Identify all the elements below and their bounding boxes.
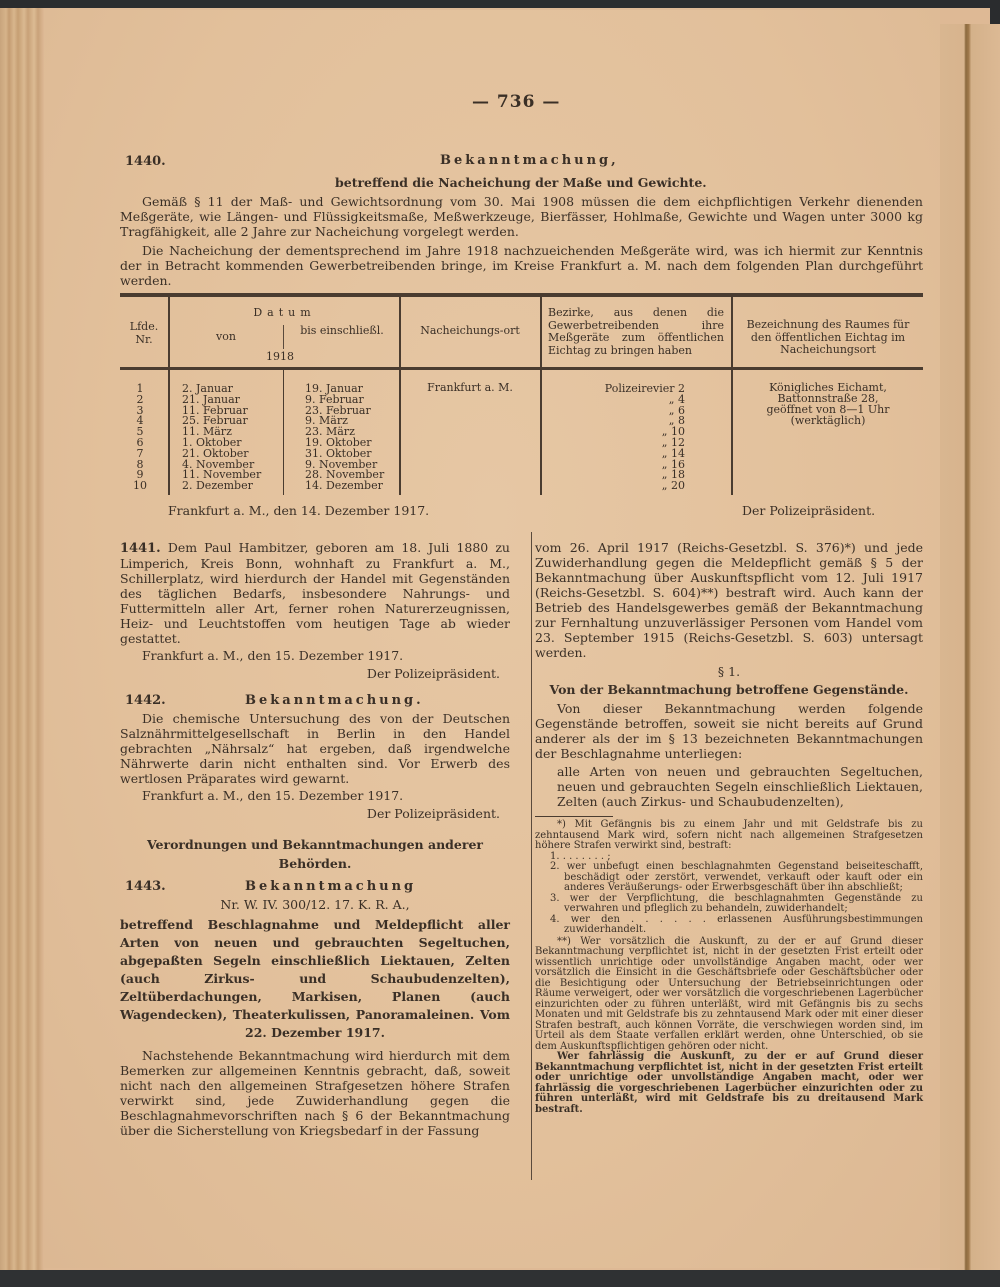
notice-subtitle-1440: betreffend die Nacheichung der Maße und Gewichte. [335, 175, 707, 190]
notice-number-1442: 1442. [125, 693, 166, 708]
table-body [120, 370, 923, 495]
section-1-text: Von dieser Bekanntmachung werden folgende Gegenstände betroffen, soweit sie nicht bereits auf Grund anderer als der im § 13 bezeichneten Bekanntmachungen der Beschlagnahme unterliegen: [535, 701, 923, 761]
table-cell-bis: 23. Februar [305, 403, 371, 417]
notice-1442-place-date: Frankfurt a. M., den 15. Dezember 1917. [142, 788, 404, 803]
table-cell-von: 21. Oktober [182, 446, 249, 460]
footnote-1-item: 4. wer den . . . . . . erlassenen Ausführungsbestimmungen zuwiderhandelt. [550, 913, 923, 935]
book-gutter [940, 24, 1000, 1270]
table-cell-nr: 1 [136, 382, 144, 395]
notice-1443-intro: Nachstehende Bekanntmachung wird hierdurch mit dem Bemerken zur allgemeinen Kenntnis gebracht, daß, soweit nicht nach den allgemeinen Strafgesetzen höhere Strafen verwirkt sind, jede Zuwiderhandlung gegen die Beschlagnahmevorschriften nach § 6 der Bekanntmachung über die Sicherstellung von Kriegsbedarf in der Fassung [120, 1048, 510, 1138]
section-1-number: § 1. [717, 664, 741, 679]
notice-1440-signature: Der Polizeipräsident. [742, 503, 876, 518]
notice-1442-heading [120, 693, 510, 708]
raum-line-2: Battonnstraße 28, [777, 392, 879, 405]
table-cell-bis: 9. November [305, 457, 378, 471]
notice-1440-place-date: Frankfurt a. M., den 14. Dezember 1917. [168, 503, 430, 518]
column-bis [305, 384, 397, 492]
section-1-title: Von der Bekanntmachung betroffene Gegenstände. [549, 682, 909, 697]
column-von [182, 384, 282, 492]
table-cell-von: 2. Januar [182, 382, 233, 395]
table-cell-nr: 3 [136, 403, 144, 417]
notice-title-1442: Bekanntmachung. [245, 693, 424, 708]
page-number: — 736 — [472, 92, 561, 112]
footnote-3: Wer fahrlässig die Auskunft, zu der er auf Grund dieser Bekanntmachung verpflichtet ist, nicht in der gesetzten Frist erteilt oder unrichtige oder unvollständige Angaben macht, oder wer fahrlässig die vorgeschriebenen Lagerbücher einzurichten oder zu führen unterläßt, wird mit Geldstrafe bis zu dreitausend Mark bestraft. [535, 1051, 923, 1115]
table-cell-bis: 19. Januar [305, 382, 363, 395]
header-lfd-nr: Lfde. Nr. [129, 320, 159, 346]
table-cell-nr: 7 [136, 446, 144, 460]
table-cell-nr: 6 [136, 435, 144, 449]
table-cell-bis: 28. November [305, 468, 385, 482]
table-cell-bis: 31. Oktober [305, 446, 372, 460]
table-cell-von: 2. Dezember [182, 479, 253, 493]
table-cell-von: 11. Februar [182, 403, 248, 417]
notice-number-1440: 1440. [125, 154, 166, 169]
table-cell-bezirk: „ 12 [661, 435, 685, 449]
raum-line-1: Königliches Eichamt, [769, 381, 887, 394]
table-cell-von: 4. November [182, 457, 255, 471]
header-datum: Datum [253, 306, 316, 319]
header-ort: Nacheichungs-ort [420, 324, 520, 337]
footnote-1-items [535, 852, 923, 936]
notice-title-1440: Bekanntmachung, [440, 153, 619, 168]
notice-1441 [120, 540, 510, 646]
notice-1443-reference: Nr. W. IV. 300/12. 17. K. R. A., [220, 897, 410, 912]
header-von: von [216, 330, 236, 343]
table-cell-bezirk: „ 6 [668, 403, 685, 417]
table-cell-bezirk: „ 8 [668, 414, 685, 428]
notice-1442-signature: Der Polizeipräsident. [366, 806, 500, 821]
section-1-item: alle Arten von neuen und gebrauchten Segeltuchen, neuen und gebrauchten Segeln einschließlich Liektauen, Zelten (auch Zirkus- und Schaubudenzelten), [557, 764, 923, 809]
table-cell-von: 11. März [182, 425, 232, 439]
nacheichung-schedule-table [120, 293, 923, 495]
section-heading-other-authorities: Verordnungen und Bekanntmachungen anderer Behörden. [147, 837, 483, 871]
footnote-1-item: 3. wer der Verpflichtung, die beschlagnahmten Gegenstände zu verwahren und pfleglich zu behandeln, zuwiderhandelt; [550, 892, 923, 914]
notice-1440-paragraph-2: Die Nacheichung der dementsprechend im Jahre 1918 nachzueichenden Meßgeräte wird, was ich hiermit zur Kenntnis der in Betracht kommenden Gewerbetreibenden bringe, im Kreise Frankfurt a. M. nach dem folgenden Plan durchgeführt werden. [120, 243, 923, 288]
table-cell-nr: 4 [136, 414, 144, 428]
notice-1441-text: Dem Paul Hambitzer, geboren am 18. Juli 1880 zu Limperich, Kreis Bonn, wohnhaft zu Frankfurt a. M., Schillerplatz, wird hierdurch der Handel mit Gegenständen des täglichen Bedarfs, insbesondere Nahrungs- und Futtermitteln aller Art, ferner rohen Naturerzeugnissen, Heiz- und Leuchtstoffen vom heutigen Tage ab wieder gestattet. [120, 540, 510, 646]
raum-line-4: (werktäglich) [790, 414, 866, 427]
notice-1443-heading [120, 879, 510, 894]
table-cell-bezirk: „ 14 [661, 446, 685, 460]
header-bezirke: Bezirke, aus denen die Gewerbetreibenden ihre Meßgeräte zum öffentlichen Eichtag zu bringen haben [548, 306, 724, 357]
notice-1441-place-date: Frankfurt a. M., den 15. Dezember 1917. [142, 648, 404, 663]
scan-background [0, 1270, 1000, 1287]
table-cell-bezirk: „ 16 [661, 457, 685, 471]
header-bis: bis einschließl. [300, 324, 384, 337]
table-cell-von: 1. Oktober [182, 435, 242, 449]
table-cell-bezirk: „ 4 [668, 392, 685, 406]
table-cell-bis: 23. März [305, 425, 355, 439]
notice-title-1443: Bekanntmachung [245, 879, 417, 894]
table-cell-von: 11. November [182, 468, 262, 482]
table-cell-nr: 10 [133, 479, 147, 493]
notice-1442-text: Die chemische Untersuchung des von der Deutschen Salznährmittelgesellschaft in Berlin in den Handel gebrachten „Nährsalz“ hat ergeben, daß irgendwelche Nährwerte darin nicht enthalten sind. Vor Erwerb des wertlosen Präparates wird gewarnt. [120, 711, 510, 786]
notice-1443-continuation: vom 26. April 1917 (Reichs-Gesetzbl. S. 376)*) und jede Zuwiderhandlung gegen die Meldepflicht gemäß § 5 der Bekanntmachung über Auskunftspflicht vom 12. Juli 1917 (Reichs-Gesetzbl. S. 604)**) bestraft wird. Auch kann der Betrieb des Handelsgewerbes gemäß der Bekanntmachung zur Fernhaltung unzuverlässiger Personen vom Handel vom 23. September 1915 (Reichs-Gesetzbl. S. 603) untersagt werden. [535, 540, 923, 660]
footnote-2: **) Wer vorsätzlich die Auskunft, zu der er auf Grund dieser Bekanntmachung verpflichtet ist, nicht in der gesetzten Frist erteilt oder wissentlich unrichtige oder unvollständige Angaben macht, oder wer vorsätzlich die Einsicht in die Geschäftsbriefe oder Geschäftsbücher oder die Besichtigung oder Untersuchung der Betriebseinrichtungen oder Räume verweigert, oder wer vorsätzlich die vorgeschriebenen Lagerbücher einzurichten oder zu führen unterläßt, wird mit Gefängnis bis zu sechs Monaten und mit Geldstrafe bis zu zehntausend Mark oder mit einer dieser Strafen bestraft, auch können Vorräte, die verschwiegen worden sind, im Urteil als dem Staate verfallen erklärt werden, ohne Unterschied, ob sie dem Auskunftspflichtigen gehören oder nicht. [535, 935, 923, 1052]
table-cell-von: 25. Februar [182, 414, 248, 428]
table-cell-nr: 9 [136, 468, 144, 482]
notice-number-1441: 1441. [120, 541, 161, 556]
table-cell-nr: 5 [136, 425, 144, 439]
table-cell-bis: 19. Oktober [305, 435, 372, 449]
footnote-rule [535, 816, 613, 817]
table-cell-bezirk: „ 10 [661, 425, 685, 439]
footnote-1-item: 1. . . . . . . . ; [550, 850, 611, 862]
table-cell-bis: 14. Dezember [305, 479, 383, 493]
table-cell-bis: 9. März [305, 414, 348, 428]
notice-number-1443: 1443. [125, 879, 166, 894]
table-cell-bezirk: „ 18 [661, 468, 685, 482]
left-column [120, 540, 510, 1138]
column-divider [531, 532, 532, 1180]
right-column [535, 540, 923, 1115]
ort-value: Frankfurt a. M. [427, 381, 513, 394]
notice-1443-subject: betreffend Beschlagnahme und Meldepflicht aller Arten von neuen und gebrauchten Segeltuchen, abgepaßten Segeln einschließlich Liektauen, Zelten (auch Zirkus- und Schaubudenzelten), Zeltüberdachungen, Markisen, Planen (auch Wagendecken), Theaterkulissen, Panoramaleinen. Vom 22. Dezember 1917. [120, 917, 510, 1040]
raum-value [738, 382, 918, 426]
table-cell-bezirk: Polizeirevier 2 [604, 382, 685, 395]
table-cell-nr: 2 [136, 392, 144, 406]
footnote-1: *) Mit Gefängnis bis zu einem Jahr und mit Geldstrafe bis zu zehntausend Mark wird, sofern nicht nach allgemeinen Strafgesetzen höhere Strafen verwirkt sind, bestraft: [535, 819, 923, 851]
table-cell-bezirk: „ 20 [661, 479, 685, 493]
table-header [120, 297, 923, 367]
table-cell-bis: 9. Februar [305, 392, 364, 406]
header-year: 1918 [266, 350, 294, 363]
header-raum: Bezeichnung des Raumes für den öffentlichen Eichtag im Nacheichungsort [746, 318, 910, 356]
footnote-1-item: 2. wer unbefugt einen beschlagnahmten Gegenstand beiseiteschafft, beschädigt oder zerstört, verwendet, verkauft oder kauft oder ein anderes Veräußerungs- oder Erwerbsgeschäft über ihn abschließt; [550, 861, 923, 893]
notice-1440-paragraph-1: Gemäß § 11 der Maß- und Gewichtsordnung vom 30. Mai 1908 müssen die dem eichpflichtigen Verkehr dienenden Meßgeräte, wie Längen- und Flüssigkeitsmaße, Meßwerkzeuge, Bierfässer, Hohlmaße, Gewichte und Wagen unter 3000 kg Tragfähigkeit, alle 2 Jahre zur Nacheichung vorgelegt werden. [120, 194, 923, 239]
raum-line-3: geöffnet von 8—1 Uhr [766, 403, 890, 416]
notice-1441-signature: Der Polizeipräsident. [366, 666, 500, 681]
table-cell-von: 21. Januar [182, 392, 240, 406]
column-bezirke [550, 384, 685, 492]
column-lfd-nr [120, 384, 160, 492]
table-cell-nr: 8 [136, 457, 144, 471]
